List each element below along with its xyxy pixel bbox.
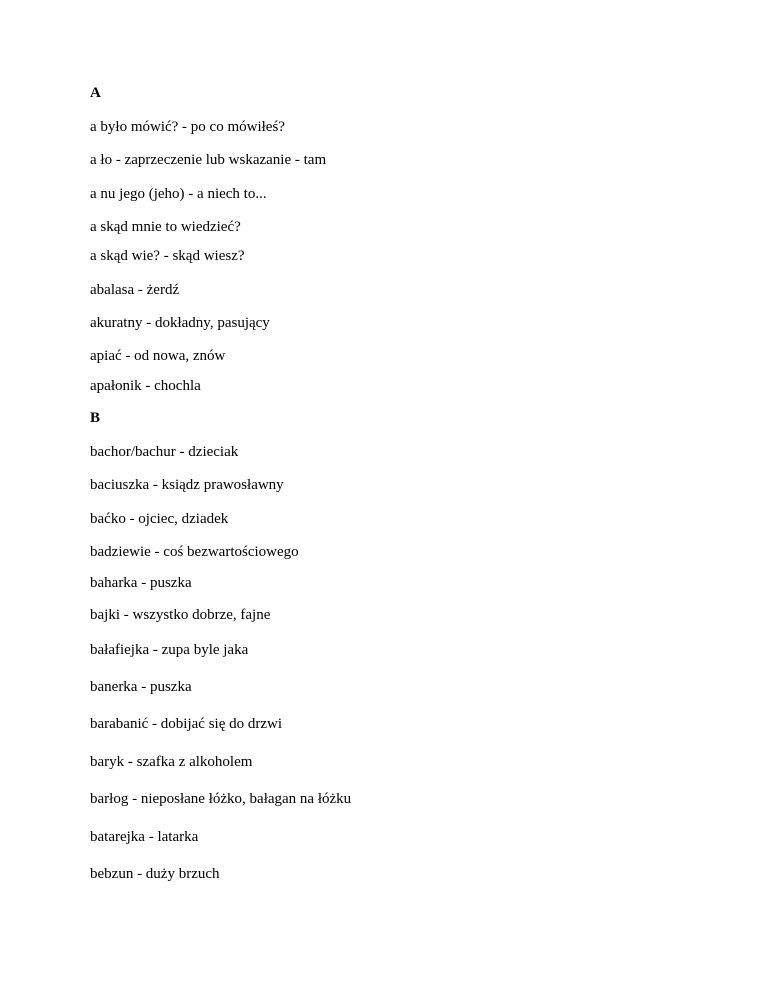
list-item: bachor/bachur - dzieciak — [90, 444, 239, 460]
list-item: a skąd wie? - skąd wiesz? — [90, 248, 245, 264]
list-item: baharka - puszka — [90, 575, 192, 591]
list-item: apałonik - chochla — [90, 378, 201, 394]
list-item: banerka - puszka — [90, 679, 192, 695]
list-item: a ło - zaprzeczenie lub wskazanie - tam — [90, 152, 327, 168]
list-item: bajki - wszystko dobrze, fajne — [90, 607, 271, 623]
list-item: batarejka - latarka — [90, 829, 199, 845]
list-item: akuratny - dokładny, pasujący — [90, 315, 270, 331]
section-heading-a: A — [90, 85, 101, 101]
list-item: bałafiejka - zupa byle jaka — [90, 642, 249, 658]
list-item: a skąd mnie to wiedzieć? — [90, 219, 241, 235]
list-item: abalasa - żerdź — [90, 282, 180, 298]
list-item: barabanić - dobijać się do drzwi — [90, 716, 283, 732]
list-item: baciuszka - ksiądz prawosławny — [90, 477, 284, 493]
list-item: apiać - od nowa, znów — [90, 348, 226, 364]
list-item: bebzun - duży brzuch — [90, 866, 220, 882]
list-item: a było mówić? - po co mówiłeś? — [90, 119, 285, 135]
list-item: badziewie - coś bezwartościowego — [90, 544, 299, 560]
list-item: baryk - szafka z alkoholem — [90, 754, 253, 770]
section-heading-b: B — [90, 410, 101, 426]
list-item: barłog - nieposłane łóżko, bałagan na łóżku — [90, 791, 352, 807]
list-item: baćko - ojciec, dziadek — [90, 511, 229, 527]
list-item: a nu jego (jeho) - a niech to... — [90, 186, 267, 202]
